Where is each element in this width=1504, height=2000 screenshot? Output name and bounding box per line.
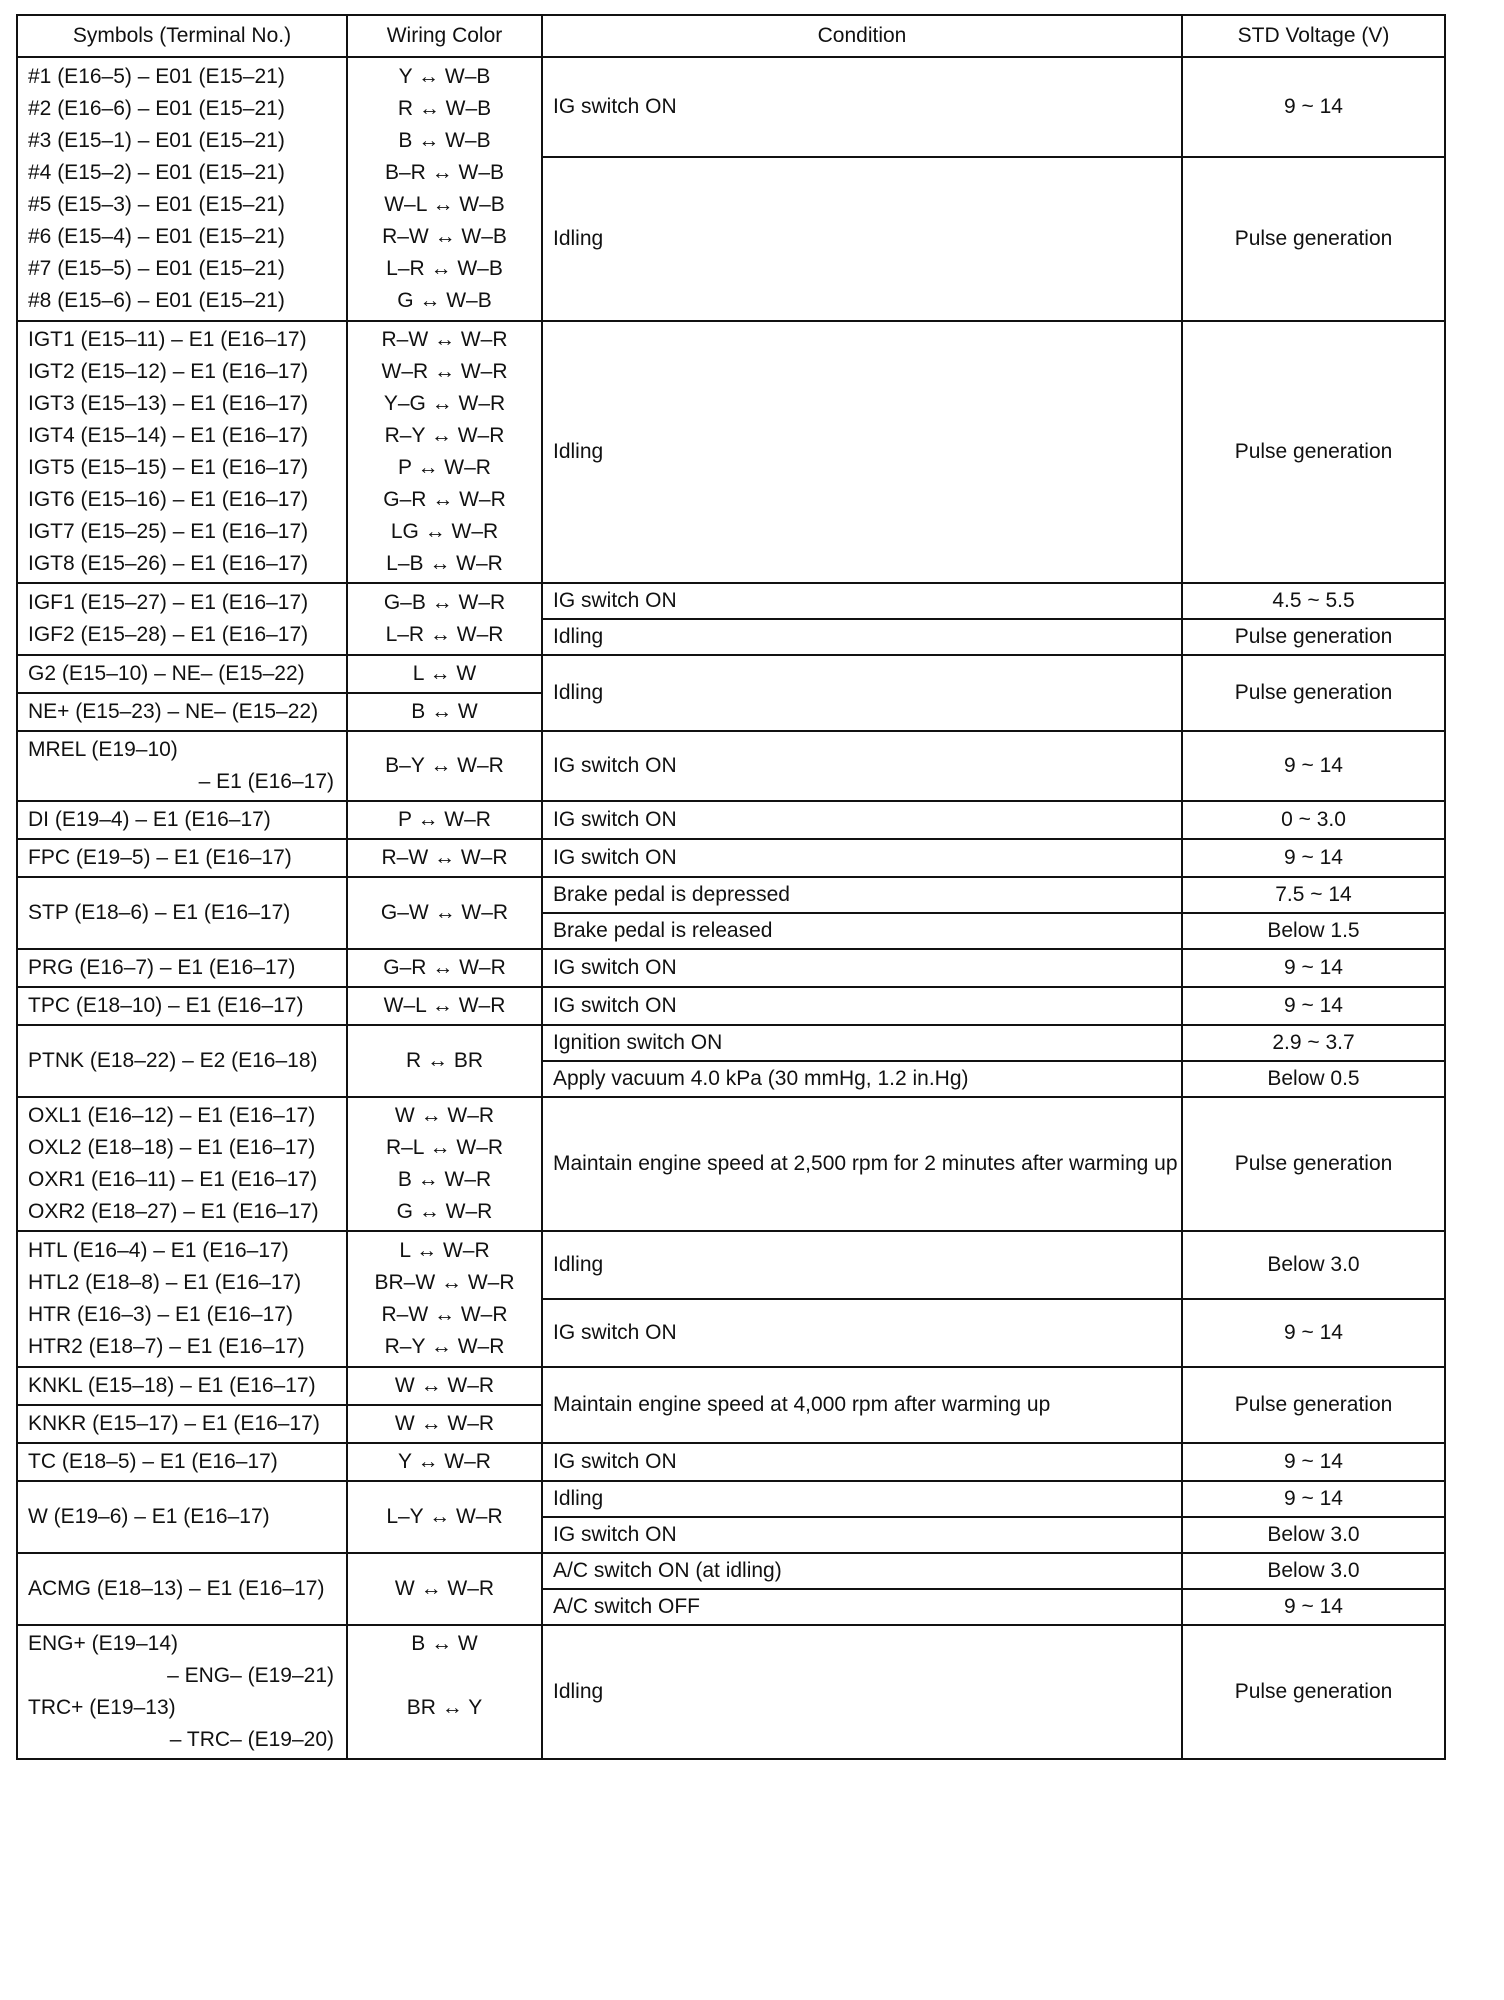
wiring-color	[348, 1724, 541, 1756]
table-row	[17, 987, 1445, 1025]
std-voltage-cell: 0 ~ 3.0	[1182, 801, 1445, 839]
wiring-color: W–L ↔ W–B	[384, 193, 505, 216]
terminal-symbols-cell	[17, 731, 347, 801]
wiring-color: W ↔ W–R	[394, 1374, 495, 1397]
std-voltage-cell: Below 3.0	[1182, 1553, 1445, 1589]
wiring-color: W–L ↔ W–R	[383, 994, 506, 1017]
condition-cell: Idling	[542, 655, 1182, 731]
terminal-symbols-cell	[17, 987, 347, 1025]
terminal-symbols-cell	[17, 1097, 347, 1231]
condition-cell: IG switch ON	[542, 57, 1182, 157]
terminal-symbol: HTL2 (E18–8) – E1 (E16–17)	[28, 1271, 302, 1294]
terminal-symbol: ENG+ (E19–14)	[28, 1632, 178, 1655]
condition-cell: Idling	[542, 321, 1182, 583]
table-row	[17, 57, 1445, 157]
std-voltage-cell: 9 ~ 14	[1182, 1481, 1445, 1517]
wiring-color: BR–W ↔ W–R	[374, 1271, 515, 1294]
terminal-symbol: – E1 (E16–17)	[198, 770, 334, 793]
wiring-color: B ↔ W–B	[398, 129, 491, 152]
wiring-color: Y ↔ W–R	[398, 1450, 491, 1473]
condition-cell: IG switch ON	[542, 731, 1182, 801]
terminal-symbol: HTL (E16–4) – E1 (E16–17)	[28, 1239, 289, 1262]
std-voltage-cell: 9 ~ 14	[1182, 731, 1445, 801]
wiring-color: B–Y ↔ W–R	[385, 754, 504, 777]
wiring-color: P ↔ W–R	[398, 808, 491, 831]
table-row	[17, 839, 1445, 877]
std-voltage-cell: Pulse generation	[1182, 655, 1445, 731]
terminal-symbol: W (E19–6) – E1 (E16–17)	[28, 1505, 270, 1528]
wiring-color-cell	[347, 1231, 542, 1367]
wiring-color: G ↔ W–R	[396, 1200, 493, 1223]
table-row	[17, 877, 1445, 913]
wiring-color-cell	[347, 583, 542, 655]
wiring-color: B ↔ W	[411, 1632, 478, 1655]
condition-cell: IG switch ON	[542, 1517, 1182, 1553]
terminal-symbol: IGT7 (E15–25) – E1 (E16–17)	[28, 520, 309, 543]
std-voltage-cell: 9 ~ 14	[1182, 57, 1445, 157]
terminal-symbol: #6 (E15–4) – E01 (E15–21)	[28, 225, 285, 248]
wiring-color-cell	[347, 801, 542, 839]
table-header-row	[17, 15, 1445, 57]
wiring-color: Y–G ↔ W–R	[383, 392, 506, 415]
condition-cell: Maintain engine speed at 2,500 rpm for 2 minutes after warming up	[542, 1097, 1182, 1231]
condition-cell: Brake pedal is depressed	[542, 877, 1182, 913]
wiring-color: G–B ↔ W–R	[383, 591, 506, 614]
condition-cell: Apply vacuum 4.0 kPa (30 mmHg, 1.2 in.Hg)	[542, 1061, 1182, 1097]
terminal-symbols-cell	[17, 1481, 347, 1553]
wiring-color: R–W ↔ W–R	[381, 328, 508, 351]
table-row	[17, 1025, 1445, 1061]
wiring-color: Y ↔ W–B	[398, 65, 491, 88]
wiring-color-cell	[347, 877, 542, 949]
terminal-symbol: TRC+ (E19–13)	[28, 1696, 176, 1719]
wiring-color: G–R ↔ W–R	[383, 956, 506, 979]
terminal-symbol: PTNK (E18–22) – E2 (E16–18)	[28, 1049, 318, 1072]
terminal-symbol: #3 (E15–1) – E01 (E15–21)	[28, 129, 285, 152]
terminal-symbol: #7 (E15–5) – E01 (E15–21)	[28, 257, 285, 280]
header-wiring-color: Wiring Color	[347, 15, 542, 57]
terminal-symbol: IGT6 (E15–16) – E1 (E16–17)	[28, 488, 309, 511]
wiring-color-cell	[347, 57, 542, 321]
std-voltage-cell: 9 ~ 14	[1182, 949, 1445, 987]
table-row	[17, 1481, 1445, 1517]
condition-cell: Idling	[542, 157, 1182, 321]
terminal-symbol: IGF1 (E15–27) – E1 (E16–17)	[28, 591, 309, 614]
wiring-color-cell	[347, 1443, 542, 1481]
wiring-color: R–L ↔ W–R	[385, 1136, 504, 1159]
header-symbols: Symbols (Terminal No.)	[17, 15, 347, 57]
terminal-symbol: OXL1 (E16–12) – E1 (E16–17)	[28, 1104, 316, 1127]
terminal-symbol: IGT4 (E15–14) – E1 (E16–17)	[28, 424, 309, 447]
wiring-color-cell	[347, 987, 542, 1025]
terminal-symbols-cell	[17, 693, 347, 731]
table-row	[17, 583, 1445, 619]
terminal-symbols-cell	[17, 655, 347, 693]
wiring-color: R–W ↔ W–R	[381, 846, 508, 869]
wiring-color-cell	[347, 1097, 542, 1231]
wiring-color-cell	[347, 1553, 542, 1625]
terminal-symbol: KNKR (E15–17) – E1 (E16–17)	[28, 1412, 320, 1435]
wiring-color: R ↔ BR	[405, 1049, 483, 1072]
terminal-symbols-cell	[17, 1443, 347, 1481]
terminal-symbols-cell	[17, 801, 347, 839]
condition-cell: IG switch ON	[542, 1299, 1182, 1367]
wiring-color-cell	[347, 1405, 542, 1443]
std-voltage-cell: Below 3.0	[1182, 1517, 1445, 1553]
terminal-symbols-cell	[17, 1405, 347, 1443]
wiring-color: R–Y ↔ W–R	[384, 424, 505, 447]
condition-cell: IG switch ON	[542, 801, 1182, 839]
condition-cell: IG switch ON	[542, 987, 1182, 1025]
terminal-symbol: OXR2 (E18–27) – E1 (E16–17)	[28, 1200, 319, 1223]
wiring-color: B ↔ W	[411, 700, 478, 723]
std-voltage-cell: Pulse generation	[1182, 1625, 1445, 1759]
table-row	[17, 731, 1445, 801]
wiring-color-cell	[347, 1367, 542, 1405]
wiring-color: L ↔ W–R	[399, 1239, 490, 1262]
terminal-symbol: G2 (E15–10) – NE– (E15–22)	[28, 662, 305, 685]
condition-cell: Brake pedal is released	[542, 913, 1182, 949]
terminal-symbol: – TRC– (E19–20)	[169, 1728, 334, 1751]
std-voltage-cell: Pulse generation	[1182, 321, 1445, 583]
std-voltage-cell: Pulse generation	[1182, 619, 1445, 655]
wiring-color: W–R ↔ W–R	[381, 360, 508, 383]
terminal-symbols-cell	[17, 949, 347, 987]
terminal-symbol: #2 (E16–6) – E01 (E15–21)	[28, 97, 285, 120]
wiring-color: G–R ↔ W–R	[383, 488, 506, 511]
std-voltage-cell: Pulse generation	[1182, 157, 1445, 321]
terminal-symbol: PRG (E16–7) – E1 (E16–17)	[28, 956, 296, 979]
terminal-symbol: IGT1 (E15–11) – E1 (E16–17)	[28, 328, 307, 351]
condition-cell: IG switch ON	[542, 839, 1182, 877]
condition-cell: Ignition switch ON	[542, 1025, 1182, 1061]
terminal-symbol: OXR1 (E16–11) – E1 (E16–17)	[28, 1168, 318, 1191]
wiring-color-cell	[347, 693, 542, 731]
terminal-symbol: MREL (E19–10)	[28, 738, 178, 761]
terminal-symbol: STP (E18–6) – E1 (E16–17)	[28, 901, 291, 924]
terminal-symbol: NE+ (E15–23) – NE– (E15–22)	[28, 700, 319, 723]
terminal-symbol: #4 (E15–2) – E01 (E15–21)	[28, 161, 285, 184]
wiring-color: L–Y ↔ W–R	[386, 1505, 503, 1528]
terminal-symbols-cell	[17, 321, 347, 583]
wiring-color: G–W ↔ W–R	[380, 901, 509, 924]
condition-cell: Idling	[542, 1625, 1182, 1759]
std-voltage-cell: 9 ~ 14	[1182, 1443, 1445, 1481]
condition-cell: IG switch ON	[542, 583, 1182, 619]
terminal-symbol: OXL2 (E18–18) – E1 (E16–17)	[28, 1136, 316, 1159]
wiring-color: P ↔ W–R	[398, 456, 491, 479]
terminal-symbol: – ENG– (E19–21)	[167, 1664, 334, 1687]
wiring-color: R–Y ↔ W–R	[384, 1335, 505, 1358]
wiring-color: L–B ↔ W–R	[386, 552, 503, 575]
terminal-symbol: HTR2 (E18–7) – E1 (E16–17)	[28, 1335, 305, 1358]
wiring-color: W ↔ W–R	[394, 1577, 495, 1600]
wiring-color: B ↔ W–R	[397, 1168, 492, 1191]
wiring-color: BR ↔ Y	[406, 1696, 483, 1719]
terminal-symbol: IGF2 (E15–28) – E1 (E16–17)	[28, 623, 309, 646]
wiring-color: L–R ↔ W–B	[386, 257, 503, 280]
terminal-voltage-table	[16, 14, 1446, 1760]
wiring-color-cell	[347, 731, 542, 801]
table-row	[17, 1097, 1445, 1231]
std-voltage-cell: 2.9 ~ 3.7	[1182, 1025, 1445, 1061]
terminal-symbols-cell	[17, 839, 347, 877]
wiring-color: B–R ↔ W–B	[384, 161, 505, 184]
terminal-symbol: #8 (E15–6) – E01 (E15–21)	[28, 289, 285, 312]
wiring-color-cell	[347, 1481, 542, 1553]
terminal-symbol: ACMG (E18–13) – E1 (E16–17)	[28, 1577, 325, 1600]
terminal-symbol: #1 (E16–5) – E01 (E15–21)	[28, 65, 285, 88]
table-row	[17, 1367, 1445, 1405]
condition-cell: A/C switch ON (at idling)	[542, 1553, 1182, 1589]
terminal-symbols-cell	[17, 1231, 347, 1367]
wiring-color: W ↔ W–R	[394, 1412, 495, 1435]
wiring-color: L ↔ W	[412, 662, 477, 685]
header-std-voltage: STD Voltage (V)	[1182, 15, 1445, 57]
table-row	[17, 1443, 1445, 1481]
wiring-color-cell	[347, 1025, 542, 1097]
terminal-symbol: FPC (E19–5) – E1 (E16–17)	[28, 846, 292, 869]
condition-cell: Maintain engine speed at 4,000 rpm after warming up	[542, 1367, 1182, 1443]
table-row	[17, 1231, 1445, 1299]
wiring-color: G ↔ W–B	[397, 289, 492, 312]
table-row	[17, 1553, 1445, 1589]
table-row	[17, 801, 1445, 839]
std-voltage-cell: 9 ~ 14	[1182, 839, 1445, 877]
table-row	[17, 321, 1445, 583]
wiring-color-cell	[347, 949, 542, 987]
std-voltage-cell: Below 3.0	[1182, 1231, 1445, 1299]
terminal-symbols-cell	[17, 583, 347, 655]
std-voltage-cell: Below 1.5	[1182, 913, 1445, 949]
wiring-color-cell	[347, 1625, 542, 1759]
terminal-symbols-cell	[17, 57, 347, 321]
terminal-symbol: IGT2 (E15–12) – E1 (E16–17)	[28, 360, 309, 383]
terminal-symbol: KNKL (E15–18) – E1 (E16–17)	[28, 1374, 316, 1397]
wiring-color: R–W ↔ W–R	[381, 1303, 508, 1326]
std-voltage-cell: 9 ~ 14	[1182, 1299, 1445, 1367]
std-voltage-cell: Pulse generation	[1182, 1097, 1445, 1231]
terminal-symbol: DI (E19–4) – E1 (E16–17)	[28, 808, 271, 831]
condition-cell: A/C switch OFF	[542, 1589, 1182, 1625]
wiring-color-cell	[347, 839, 542, 877]
terminal-symbol: HTR (E16–3) – E1 (E16–17)	[28, 1303, 293, 1326]
table-row	[17, 1625, 1445, 1759]
terminal-symbol: IGT3 (E15–13) – E1 (E16–17)	[28, 392, 309, 415]
terminal-symbol: IGT5 (E15–15) – E1 (E16–17)	[28, 456, 309, 479]
std-voltage-cell: 4.5 ~ 5.5	[1182, 583, 1445, 619]
wiring-color-cell	[347, 655, 542, 693]
std-voltage-cell: 9 ~ 14	[1182, 987, 1445, 1025]
condition-cell: IG switch ON	[542, 1443, 1182, 1481]
table-row	[17, 655, 1445, 693]
table-body	[17, 57, 1445, 1759]
std-voltage-cell: Pulse generation	[1182, 1367, 1445, 1443]
std-voltage-cell: 9 ~ 14	[1182, 1589, 1445, 1625]
std-voltage-cell: 7.5 ~ 14	[1182, 877, 1445, 913]
terminal-symbols-cell	[17, 1553, 347, 1625]
condition-cell: Idling	[542, 1231, 1182, 1299]
std-voltage-cell: Below 0.5	[1182, 1061, 1445, 1097]
condition-cell: IG switch ON	[542, 949, 1182, 987]
wiring-color: L–R ↔ W–R	[385, 623, 504, 646]
wiring-color: LG ↔ W–R	[390, 520, 499, 543]
wiring-color: R ↔ W–B	[397, 97, 492, 120]
terminal-symbol: TC (E18–5) – E1 (E16–17)	[28, 1450, 278, 1473]
terminal-symbol: #5 (E15–3) – E01 (E15–21)	[28, 193, 285, 216]
table-row	[17, 949, 1445, 987]
wiring-color: W ↔ W–R	[394, 1104, 495, 1127]
wiring-color: R–W ↔ W–B	[382, 225, 507, 248]
terminal-symbol: TPC (E18–10) – E1 (E16–17)	[28, 994, 304, 1017]
terminal-symbols-cell	[17, 877, 347, 949]
terminal-symbol: IGT8 (E15–26) – E1 (E16–17)	[28, 552, 309, 575]
condition-cell: Idling	[542, 1481, 1182, 1517]
wiring-color	[348, 1660, 541, 1692]
wiring-color-cell	[347, 321, 542, 583]
header-condition: Condition	[542, 15, 1182, 57]
terminal-symbols-cell	[17, 1625, 347, 1759]
terminal-symbols-cell	[17, 1367, 347, 1405]
condition-cell: Idling	[542, 619, 1182, 655]
terminal-symbols-cell	[17, 1025, 347, 1097]
